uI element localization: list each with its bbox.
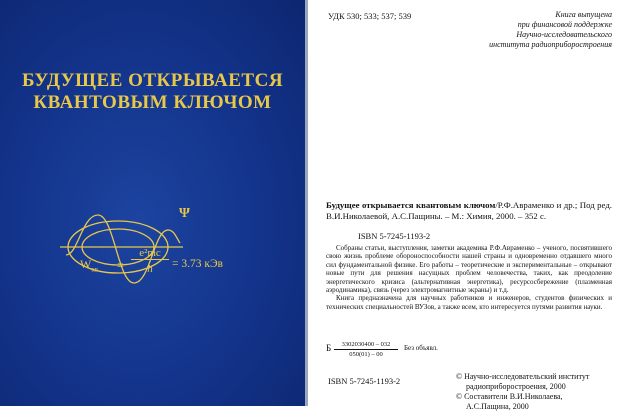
formula-denominator: ħ [147,263,153,275]
isbn-bottom: ISBN 5-7245-1193-2 [328,376,401,386]
copyright-line: © Составители В.И.Николаева, [456,392,563,401]
copyright-line: А.С.Пащина, 2000 [466,402,529,411]
copyright-line: © Научно-исследовательский институт [456,372,590,381]
annotation [326,244,612,311]
formula-lhs: $W_{кв}$ [80,257,99,274]
code-numerator: 3302030400 – 032 [334,340,398,350]
bibliographic-details: /Р.Ф.Авраменко и др.; Под ред. В.И.Николаевой, А.С.Пащины. – М.: Химия, 2000. – 352 с. [326,200,613,221]
funding-note [489,10,612,50]
book-cover [0,0,305,406]
copyright-block [456,372,616,412]
book-title: Будущее открывается квантовым ключом [326,200,496,210]
code-letter: Б [326,343,332,353]
udk-code: УДК 530; 533; 537; 539 [328,11,412,21]
annotation-paragraph: Книга предназначена для научных работников и инженеров, студентов физических и технических специальностей ВУЗов, а также всем, кто интересуется путями развития науки. [326,294,612,311]
annotation-paragraph: Собраны статьи, выступления, заметки академика Р.Ф.Авраменко – ученого, посвятившего свою жизнь проблеме обороноспособности нашей страны и одновременно отдавшего много сил фундаментальной физике. Его работы – теоретические и экспериментальные – открывают новые пути для решения насущных проблем человечества, таких, как преодоление энергетического кризиса (альтернативная энергетика), ресурсосбережение (плазменная аэродинамика), связь (через электромагнитные экраны) и т.д. [326,244,612,295]
bibliographic-record [326,200,612,221]
funding-line: при финансовой поддержке [517,20,612,29]
title-page [308,0,620,411]
cover-title-line2: КВАНТОВЫМ КЛЮЧОМ [33,92,272,113]
quantum-emblem-icon [48,195,263,290]
funding-line: Книга выпущена [555,10,612,19]
psi-symbol: Ψ [179,206,190,221]
formula-result: = 3.73 кЭв [172,258,223,270]
code-denominator: 050(01) – 00 [349,351,383,358]
formula-numerator: e²mc [131,247,169,260]
formula-equals: = [117,258,124,272]
cover-title-line1: БУДУЩЕЕ ОТКРЫВАЕТСЯ [21,70,284,91]
copyright-line: радиоприборостроения, 2000 [466,382,566,391]
code-note: Без объявл. [404,344,438,352]
isbn: ISBN 5-7245-1193-2 [358,231,431,241]
funding-line: Научно-исследовательского [516,30,612,39]
funding-line: института радиоприборостроения [489,40,612,49]
